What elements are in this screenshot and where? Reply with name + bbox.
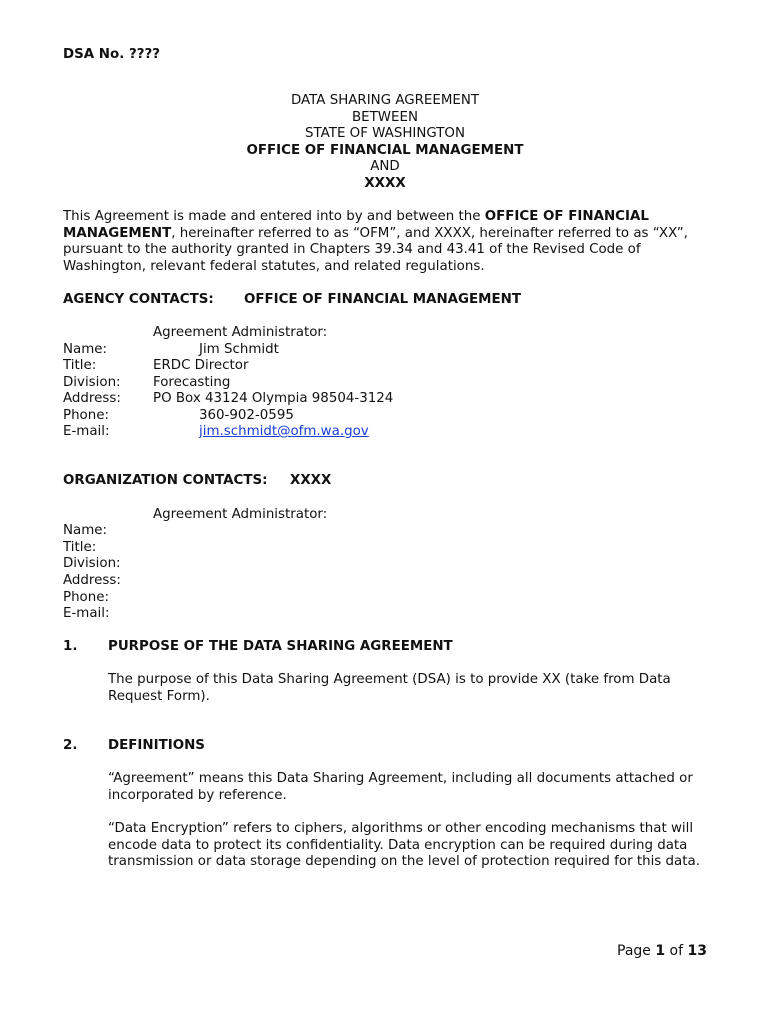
agency-name-label: Name:	[63, 342, 108, 357]
organization-phone-label: Phone:	[63, 590, 109, 605]
organization-contacts-org: XXXX	[290, 473, 332, 488]
title-line-4: OFFICE OF FINANCIAL MANAGEMENT	[246, 143, 524, 158]
section-1-heading: PURPOSE OF THE DATA SHARING AGREEMENT	[108, 639, 453, 654]
organization-title-label: Title:	[63, 540, 97, 555]
intro-paragraph	[63, 209, 708, 275]
page-of: of	[665, 943, 688, 959]
page-total: 13	[687, 943, 707, 959]
agency-address-value: PO Box 43124 Olympia 98504-3124	[153, 391, 394, 406]
title-line-2: BETWEEN	[351, 110, 418, 125]
page-current: 1	[655, 943, 666, 959]
agency-phone-value: 360-902-0595	[199, 408, 294, 423]
organization-address-label: Address:	[63, 573, 121, 588]
agency-address-label: Address:	[63, 391, 121, 406]
title-line-5: AND	[370, 159, 400, 174]
agency-division-label: Division:	[63, 375, 121, 390]
organization-email-label: E-mail:	[63, 606, 110, 621]
section-1-number: 1.	[63, 639, 78, 654]
agency-contacts-org: OFFICE OF FINANCIAL MANAGEMENT	[244, 292, 521, 307]
intro-ofm-bold: OFFICE OF FINANCIAL MANAGEMENT	[63, 209, 649, 241]
agency-phone-label: Phone:	[63, 408, 109, 423]
title-line-1: DATA SHARING AGREEMENT	[290, 93, 480, 108]
section-2-heading: DEFINITIONS	[108, 738, 205, 753]
agency-email-link[interactable]: jim.schmidt@ofm.wa.gov	[199, 424, 369, 439]
agency-role: Agreement Administrator:	[153, 325, 328, 340]
organization-role: Agreement Administrator:	[153, 507, 328, 522]
definition-agreement: “Agreement” means this Data Sharing Agreement, including all documents attached or incorporated by reference.	[108, 771, 693, 803]
page-number	[617, 943, 707, 960]
agency-division-value: Forecasting	[153, 375, 231, 390]
title-line-3: STATE OF WASHINGTON	[305, 126, 465, 141]
agency-title-label: Title:	[63, 358, 97, 373]
dsa-number: DSA No. ????	[63, 47, 161, 62]
intro-text-rest: , hereinafter referred to as “OFM”, and XXXX, hereinafter referred to as “XX”, pursuant to the authority granted in Chapters 39.34 and 43.41 of the Revised Code of Washington, relevant federal statutes, and related regulations.	[63, 225, 688, 274]
title-line-6: XXXX	[364, 176, 406, 191]
agency-contacts-heading: AGENCY CONTACTS:	[63, 292, 214, 307]
page-prefix: Page	[617, 943, 656, 959]
agency-title-value: ERDC Director	[153, 358, 249, 373]
organization-name-label: Name:	[63, 523, 108, 538]
organization-contacts-heading: ORGANIZATION CONTACTS:	[63, 473, 268, 488]
organization-division-label: Division:	[63, 556, 121, 571]
section-1-body: The purpose of this Data Sharing Agreement (DSA) is to provide XX (take from Data Request Form).	[108, 672, 671, 704]
definition-data-encryption: “Data Encryption” refers to ciphers, algorithms or other encoding mechanisms that will encode data to protect its confidentiality. Data encryption can be required during data transmission or data storage depending on the level of protection required for this data.	[108, 821, 700, 870]
agency-name-value: Jim Schmidt	[199, 342, 279, 357]
section-2-number: 2.	[63, 738, 78, 753]
agency-email-label: E-mail:	[63, 424, 110, 439]
intro-text-start: This Agreement is made and entered into by and between the	[63, 209, 485, 224]
